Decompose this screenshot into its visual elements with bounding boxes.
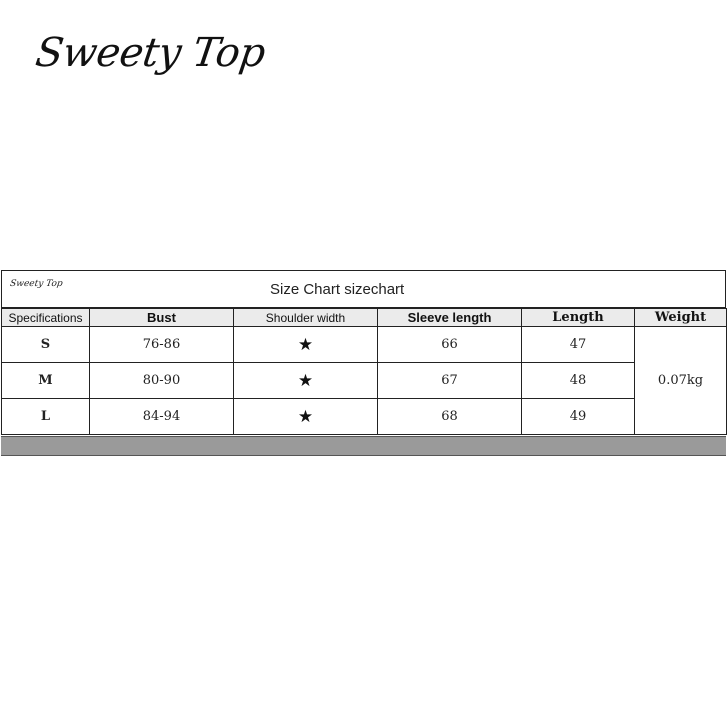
size-cell: M — [2, 363, 90, 399]
col-header-specifications: Specifications — [2, 309, 90, 327]
shoulder-cell — [234, 363, 378, 399]
star-icon: ★ — [297, 370, 314, 391]
col-header-bust: Bust — [90, 309, 234, 327]
mini-brand-logo: Sweety Top — [9, 279, 64, 289]
bust-cell: 76-86 — [90, 327, 234, 363]
footer-band — [1, 436, 726, 456]
table-header-row — [2, 309, 727, 327]
sleeve-cell: 67 — [378, 363, 522, 399]
table-row — [2, 327, 727, 363]
length-cell: 49 — [522, 399, 635, 435]
size-chart-title: Size Chart sizechart — [270, 281, 405, 298]
bust-cell: 80-90 — [90, 363, 234, 399]
size-cell: S — [2, 327, 90, 363]
bust-cell: 84-94 — [90, 399, 234, 435]
length-cell: 48 — [522, 363, 635, 399]
size-table — [1, 308, 727, 435]
sleeve-cell: 66 — [378, 327, 522, 363]
sleeve-cell: 68 — [378, 399, 522, 435]
table-row — [2, 363, 727, 399]
size-chart-header — [1, 270, 726, 308]
size-chart — [1, 270, 726, 455]
col-header-length: Length — [522, 309, 635, 327]
col-header-weight: Weight — [635, 309, 727, 327]
table-row — [2, 399, 727, 435]
col-header-sleeve-length: Sleeve length — [378, 309, 522, 327]
weight-cell: 0.07kg — [635, 327, 727, 435]
col-header-shoulder-width: Shoulder width — [234, 309, 378, 327]
shoulder-cell — [234, 327, 378, 363]
star-icon: ★ — [297, 406, 314, 427]
shoulder-cell — [234, 399, 378, 435]
length-cell: 47 — [522, 327, 635, 363]
size-cell: L — [2, 399, 90, 435]
star-icon: ★ — [297, 334, 314, 355]
brand-logo: Sweety Top — [32, 30, 268, 76]
